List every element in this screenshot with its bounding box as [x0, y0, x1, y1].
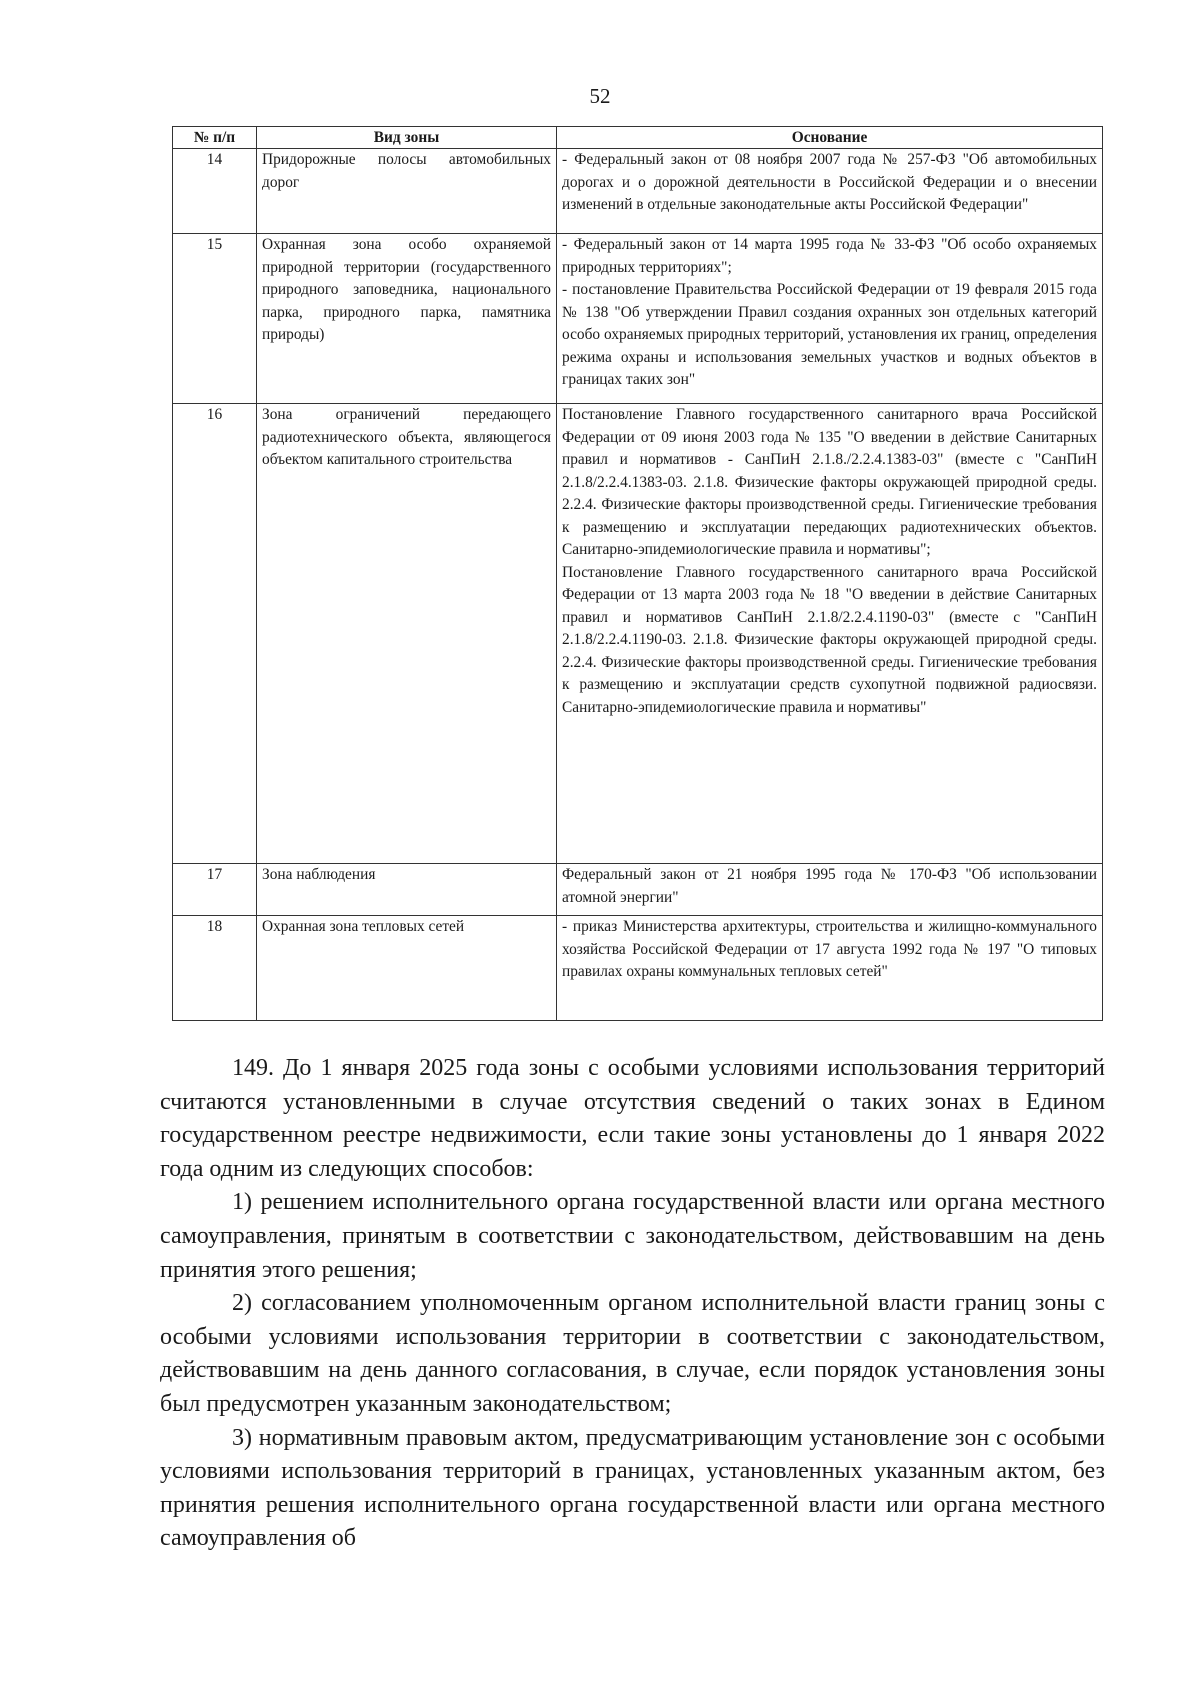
table-row: [173, 404, 1103, 864]
basis-paragraph: Постановление Главного государственного санитарного врача Российской Федерации от 13 марта 2003 года № 18 "О введении в действие Санитарных правил и нормативов СанПиН 2.1.8/2.2.4.1190-03" (вместе с "СанПиН 2.1.8/2.2.4.1190-03. 2.1.8. Физические факторы окружающей природной среды. 2.2.4. Физические факторы производственной среды. Гигиенические требования к размещению и эксплуатации средств сухопутной подвижной радиосвязи. Санитарно-эпидемиологические правила и нормативы": [562, 563, 1097, 716]
table-row: [173, 916, 1103, 1021]
basis-paragraph: Постановление Главного государственного санитарного врача Российской Федерации от 09 июня 2003 года № 135 "О введении в действие Санитарных правил и нормативов - СанПиН 2.1.8./2.2.4.1383-03" (вместе с "СанПиН 2.1.8/2.2.4.1383-03. 2.1.8. Физические факторы окружающей природной среды. 2.2.4. Физические факторы производственной среды. Гигиенические требования к размещению и эксплуатации передающих радиотехнических объектов. Санитарно-эпидемиологические правила и нормативы";: [562, 406, 1097, 558]
zone-type: Охранная зона тепловых сетей: [257, 916, 557, 1021]
header-number: № п/п: [173, 127, 257, 149]
zones-table: [172, 126, 1103, 1021]
list-item: 1) решением исполнительного органа государственной власти или органа местного самоуправления, принятым в соответствии с законодательством, действовавшим на день принятия этого решения;: [160, 1189, 1105, 1283]
zone-type: Охранная зона особо охраняемой природной территории (государственного природного заповедника, национального парка, природного парка, памятника природы): [257, 234, 557, 404]
table-header-row: [173, 127, 1103, 149]
basis-paragraph: - постановление Правительства Российской Федерации от 19 февраля 2015 года № 138 "Об утверждении Правил создания охранных зон отдельных категорий особо охраняемых природных территорий, установления их границ, определения режима охраны и использования земельных участков и водных объектов в границах таких зон": [562, 281, 1097, 388]
zone-basis: [557, 234, 1103, 404]
zone-type: Придорожные полосы автомобильных дорог: [257, 149, 557, 234]
basis-paragraph: Федеральный закон от 21 ноября 1995 года № 170-ФЗ "Об использовании атомной энергии": [562, 866, 1097, 906]
basis-paragraph: - приказ Министерства архитектуры, строительства и жилищно-коммунального хозяйства Российской Федерации от 17 августа 1992 года № 197 "О типовых правилах охраны коммунальных тепловых сетей": [562, 918, 1097, 980]
header-zone-type: Вид зоны: [257, 127, 557, 149]
paragraph-149: 149. До 1 января 2025 года зоны с особыми условиями использования территорий считаются установленными в случае отсутствия сведений о таких зонах в Едином государственном реестре недвижимости, если такие зоны установлены до 1 января 2022 года одним из следующих способов:: [160, 1055, 1105, 1182]
row-number: 14: [173, 149, 257, 234]
zone-type: Зона наблюдения: [257, 864, 557, 916]
row-number: 17: [173, 864, 257, 916]
header-basis: Основание: [557, 127, 1103, 149]
zone-basis: [557, 149, 1103, 234]
basis-paragraph: - Федеральный закон от 14 марта 1995 года № 33-ФЗ "Об особо охраняемых природных территориях";: [562, 236, 1097, 276]
list-item: 3) нормативным правовым актом, предусматривающим установление зон с особыми условиями использования территорий в границах, установленных указанным актом, без принятия решения исполнительного органа государственной власти или органа местного самоуправления об: [160, 1424, 1105, 1552]
list-item: 2) согласованием уполномоченным органом исполнительной власти границ зоны с особыми условиями использования территории в соответствии с законодательством, действовавшим на день данного согласования, в случае, если порядок установления зоны был предусмотрен указанным законодательством;: [160, 1290, 1105, 1417]
page-number: 52: [589, 84, 611, 108]
table-row: [173, 149, 1103, 234]
row-number: 18: [173, 916, 257, 1021]
table-row: [173, 234, 1103, 404]
row-number: 15: [173, 234, 257, 404]
basis-paragraph: - Федеральный закон от 08 ноября 2007 года № 257-ФЗ "Об автомобильных дорогах и о дорожной деятельности в Российской Федерации и о внесении изменений в отдельные законодательные акты Российской Федерации": [562, 151, 1097, 213]
zone-basis: [557, 864, 1103, 916]
body-text: [160, 1052, 1105, 1556]
row-number: 16: [173, 404, 257, 864]
zone-basis: [557, 916, 1103, 1021]
table-row: [173, 864, 1103, 916]
zone-type: Зона ограничений передающего радиотехнического объекта, являющегося объектом капитального строительства: [257, 404, 557, 864]
zone-basis: [557, 404, 1103, 864]
